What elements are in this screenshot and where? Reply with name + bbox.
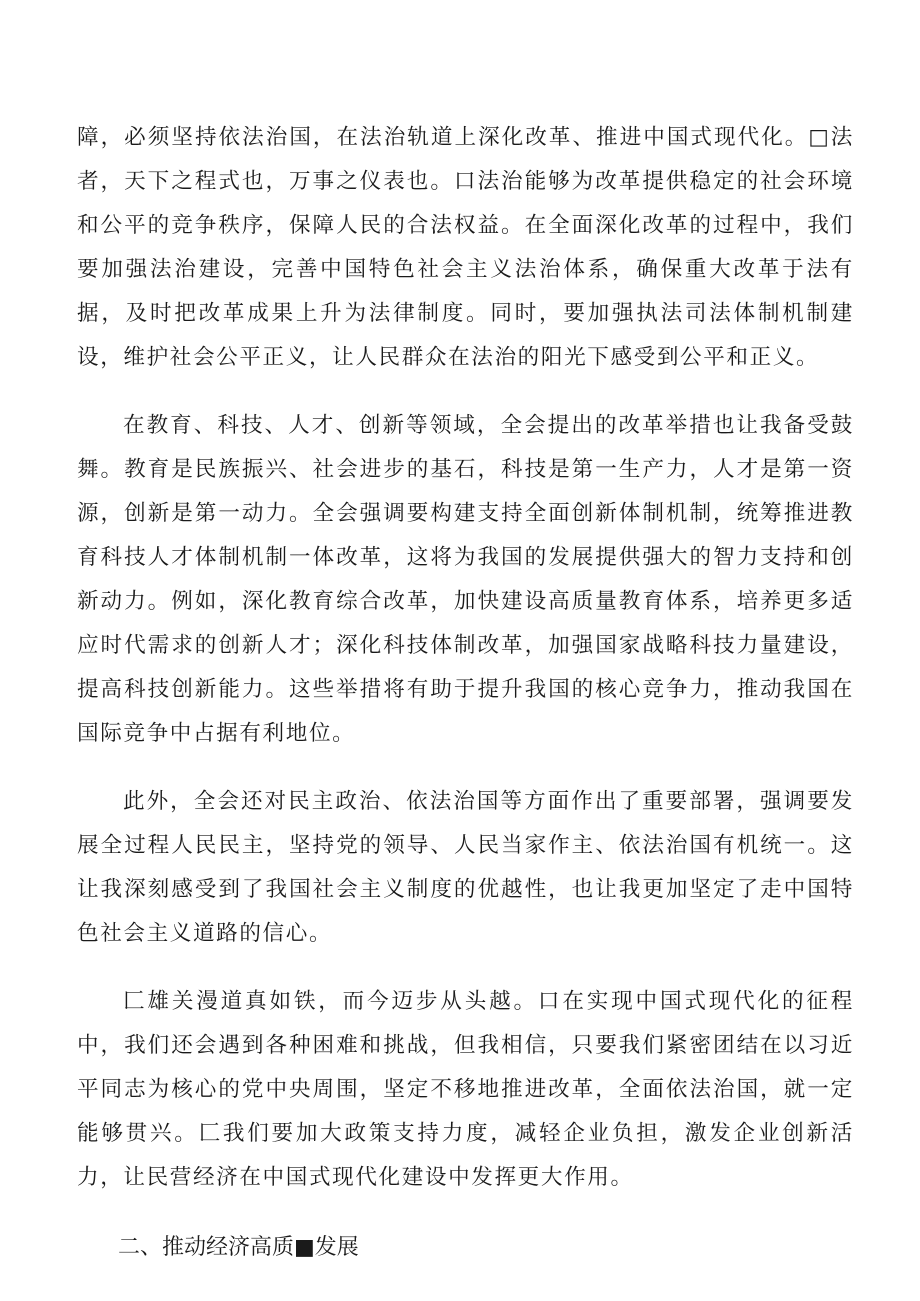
paragraph-continuation: 障，必须坚持依法治国，在法治轨道上深化改革、推进中国式现代化。□法者，天下之程式也，万事之仪表也。口法治能够为改革提供稳定的社会环境和公平的竞争秩序，保障人民的合法权益。在全面深化改革的过程中，我们要加强法治建设，完善中国特色社会主义法治体系，确保重大改革于法有据，及时把改革成果上升为法律制度。同时，要加强执法司法体制机制建设，维护社会公平正义，让人民群众在法治的阳光下感受到公平和正义。 [77, 125, 854, 370]
section-heading: 二、推动经济高质■发展 [118, 1235, 359, 1260]
paragraph-modernization: 匚雄关漫道真如铁，而今迈步从头越。口在实现中国式现代化的征程中，我们还会遇到各种困难和挑战，但我相信，只要我们紧密团结在以习近平同志为核心的党中央周围，坚定不移地推进改革，全面依法治国，就一定能够贯兴。匚我们要加大政策支持力度，减轻企业负担，激发企业创新活力，让民营经济在中国式现代化建设中发挥更大作用。 [77, 989, 854, 1190]
paragraph-democracy: 此外，全会还对民主政治、依法治国等方面作出了重要部署，强调要发展全过程人民民主，坚持党的领导、人民当家作主、依法治国有机统一。这让我深刻感受到了我国社会主义制度的优越性，也让我更加坚定了走中国特色社会主义道路的信心。 [77, 789, 854, 946]
paragraph-education-tech: 在教育、科技、人才、创新等领域，全会提出的改革举措也让我备受鼓舞。教育是民族振兴、社会进步的基石，科技是第一生产力，人才是第一资源，创新是第一动力。全会强调要构建支持全面创新体制机制，统筹推进教育科技人才体制机制一体改革，这将为我国的发展提供强大的智力支持和创新动力。例如，深化教育综合改革，加快建设高质量教育体系，培养更多适应时代需求的创新人才；深化科技体制改革，加强国家战略科技力量建设，提高科技创新能力。这些举措将有助于提升我国的核心竞争力，推动我国在国际竞争中占据有利地位。 [77, 413, 854, 746]
